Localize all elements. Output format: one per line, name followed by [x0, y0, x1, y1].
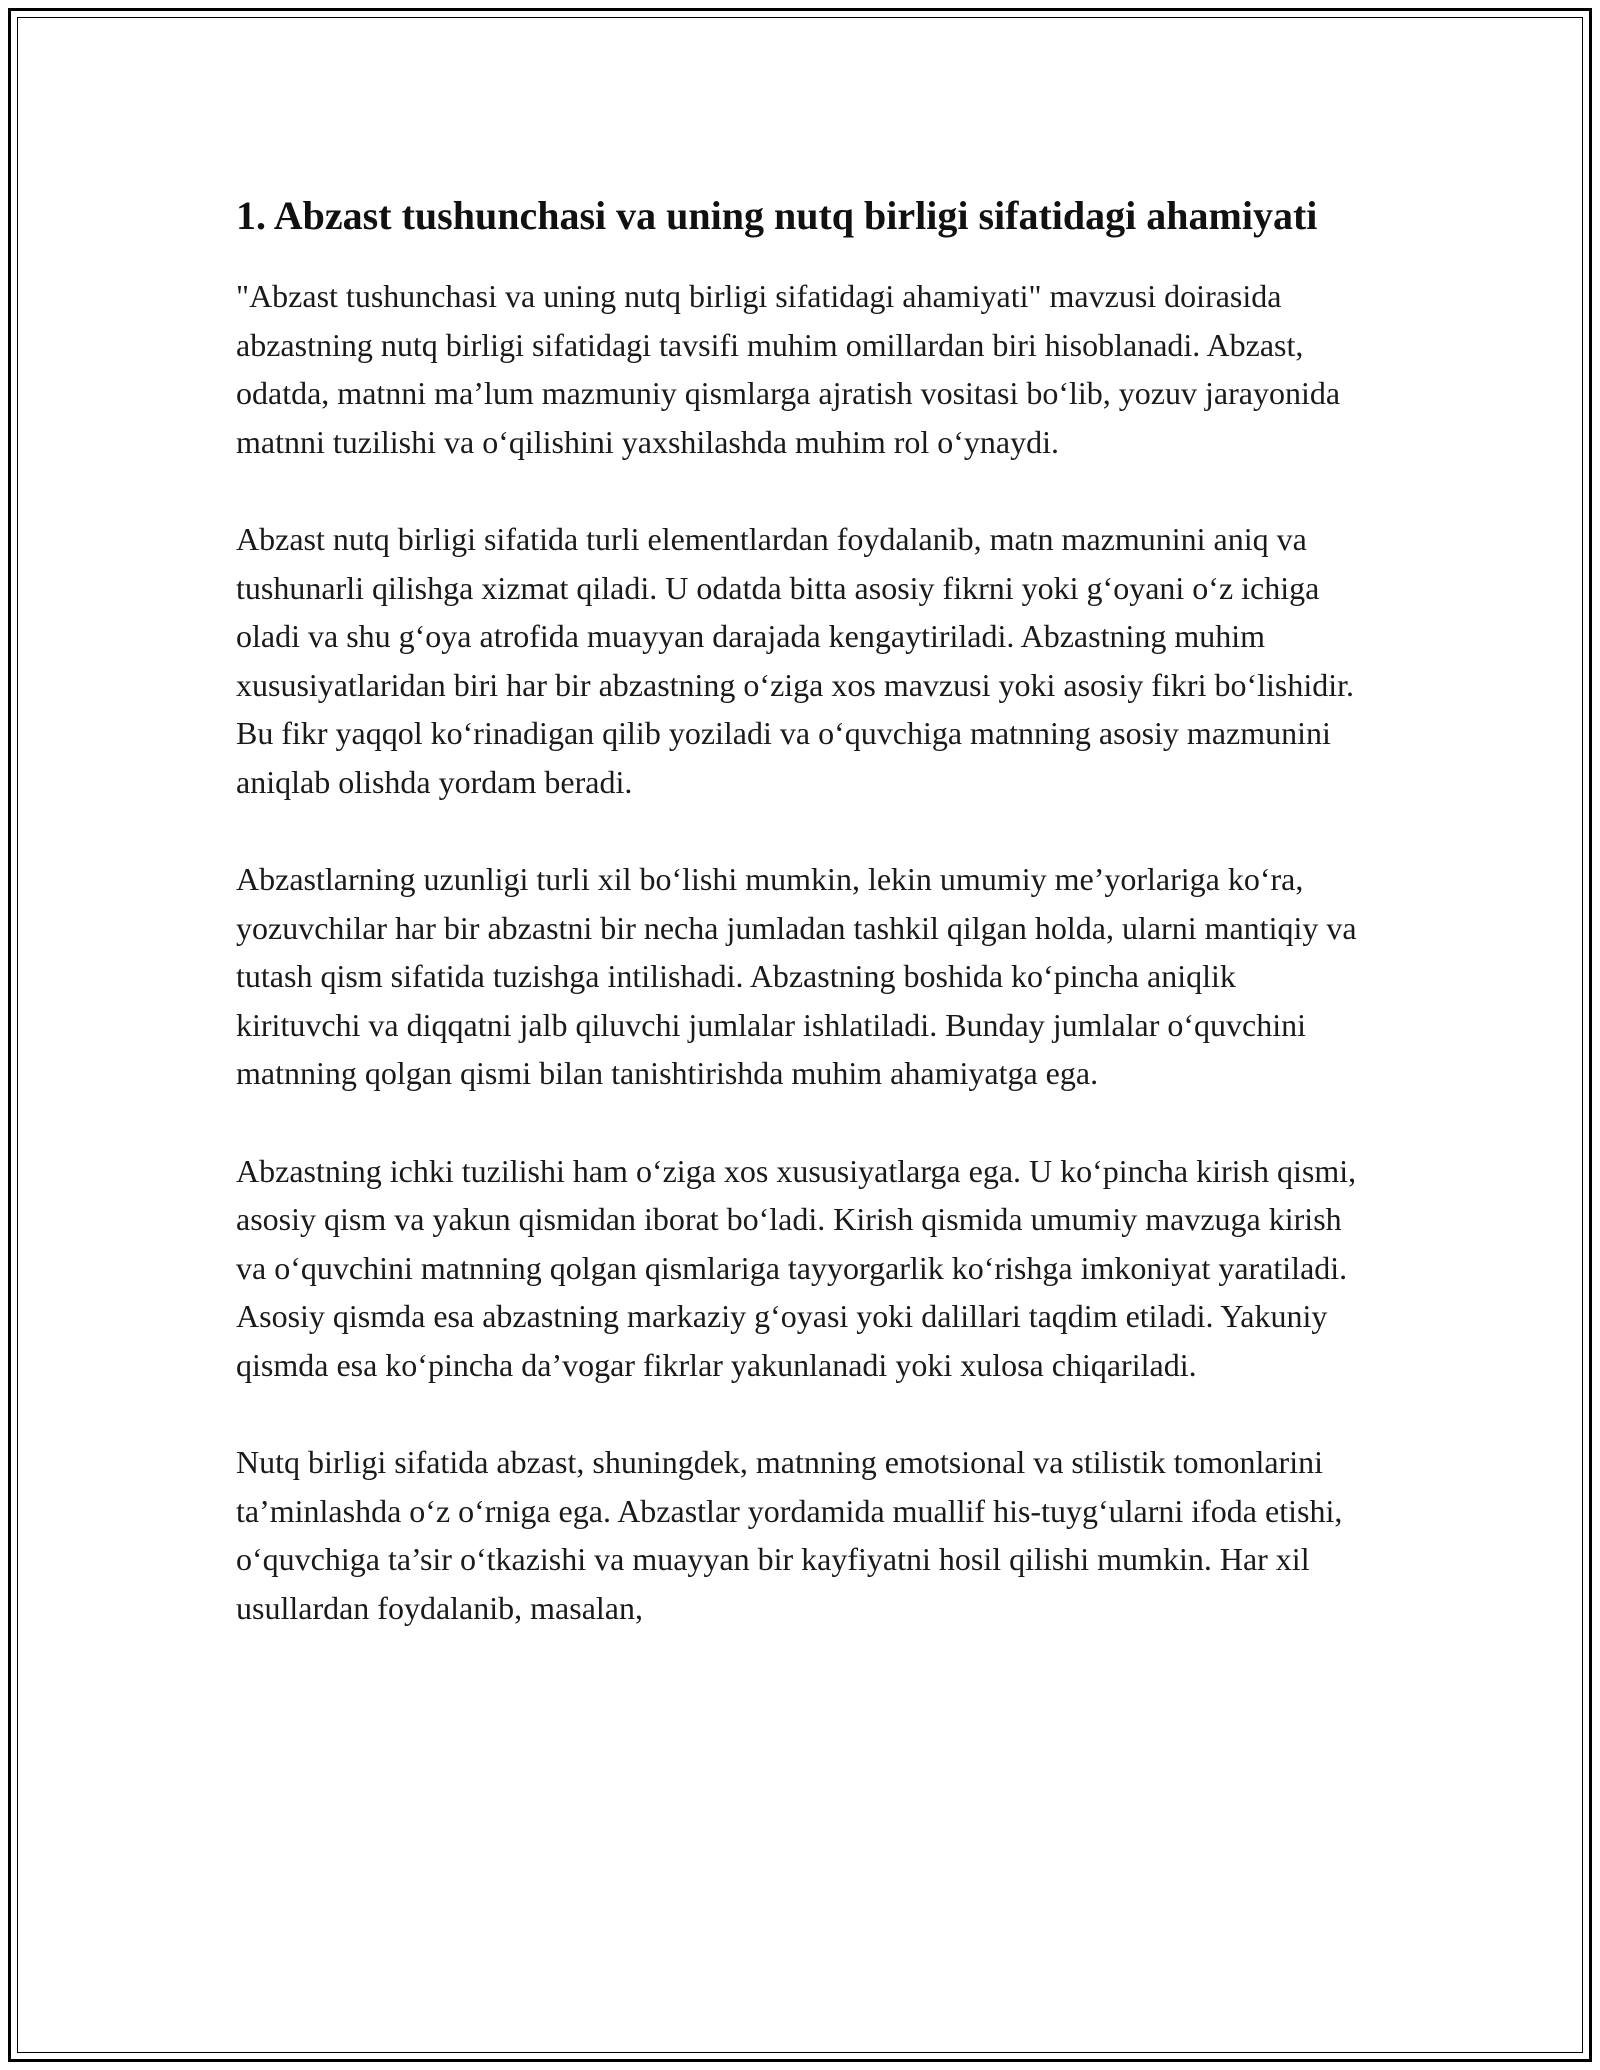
- document-body: [236, 188, 1360, 1681]
- paragraph-3: Abzastlarning uzunligi turli xil bo‘lishi mumkin, lekin umumiy me’yorlariga ko‘ra, yozuvchilar har bir abzastni bir necha jumladan tashkil qilgan holda, ularni mantiqiy va tutash qism sifatida tuzishga intilishadi. Abzastning boshida ko‘pincha aniqlik kirituvchi va diqqatni jalb qiluvchi jumlalar ishlatiladi. Bunday jumlalar o‘quvchini matnning qolgan qismi bilan tanishtirishda muhim ahamiyatga ega.: [236, 861, 1357, 1091]
- paragraph-1: "Abzast tushunchasi va uning nutq birligi sifatidagi ahamiyati" mavzusi doirasida abzastning nutq birligi sifatidagi tavsifi muhim omillardan biri hisoblanadi. Abzast, odatda, matnni ma’lum mazmuniy qismlarga ajratish vositasi bo‘lib, yozuv jarayonida matnni tuzilishi va o‘qilishini yaxshilashda muhim rol o‘ynaydi.: [236, 278, 1341, 460]
- paragraph-4: Abzastning ichki tuzilishi ham o‘ziga xos xususiyatlarga ega. U ko‘pincha kirish qismi, asosiy qism va yakun qismidan iborat bo‘ladi. Kirish qismida umumiy mavzuga kirish va o‘quvchini matnning qolgan qismlariga tayyorgarlik ko‘rishga imkoniyat yaratiladi. Asosiy qismda esa abzastning markaziy g‘oyasi yoki dalillari taqdim etiladi. Yakuniy qismda esa ko‘pincha da’vogar fikrlar yakunlanadi yoki xulosa chiqariladi.: [236, 1152, 1357, 1383]
- paragraph-5: Nutq birligi sifatida abzast, shuningdek, matnning emotsional va stilistik tomonlarini ta’minlashda o‘z o‘rniga ega. Abzastlar yordamida muallif his-tuyg‘ularni ifoda etishi, o‘quvchiga ta’sir o‘tkazishi va muayyan bir kayfiyatni hosil qilishi mumkin. Har xil usullardan foydalanib, masalan,: [236, 1444, 1343, 1626]
- paragraph-2: Abzast nutq birligi sifatida turli elementlardan foydalanib, matn mazmunini aniq va tushunarli qilishga xizmat qiladi. U odatda bitta asosiy fikrni yoki g‘oyani o‘z ichiga oladi va shu g‘oya atrofida muayyan darajada kengaytiriladi. Abzastning muhim xususiyatlaridan biri har bir abzastning o‘ziga xos mavzusi yoki asosiy fikri bo‘lishidir. Bu fikr yaqqol ko‘rinadigan qilib yoziladi va o‘quvchiga matnning asosiy mazmunini aniqlab olishda yordam beradi.: [236, 521, 1355, 800]
- section-title: 1. Abzast tushunchasi va uning nutq birligi sifatidagi ahamiyati: [236, 193, 1318, 238]
